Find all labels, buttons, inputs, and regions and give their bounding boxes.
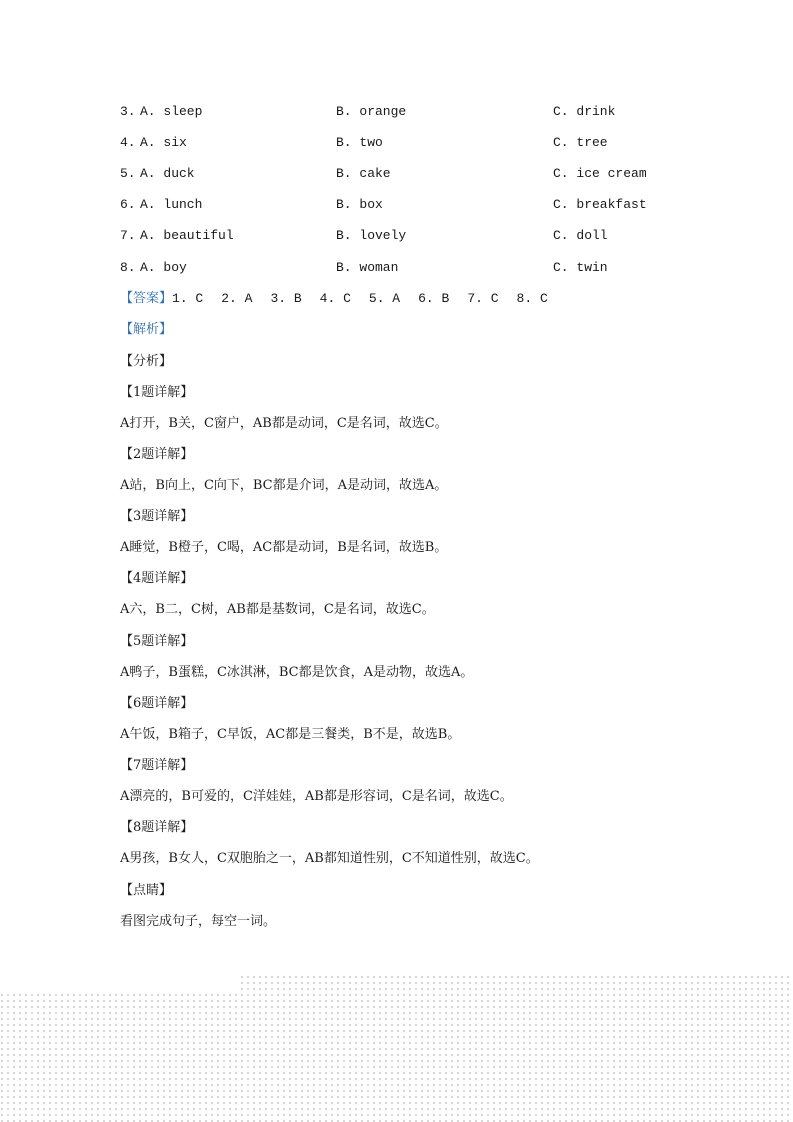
fenxi-heading: 【分析】 [120,354,173,369]
question-row: 8. A. boy B. woman C. twin [120,258,680,278]
detail-text: A男孩，B女人，C双胞胎之一，AB都知道性别，C不知道性别，故选C。 [120,851,539,866]
option-c: C. ice cream [553,166,647,181]
answer-label: 【答案】 [120,291,173,306]
option-b: B. orange [336,104,407,119]
dianjing-heading: 【点睛】 [120,883,173,898]
dotted-footer-decoration [0,975,793,1122]
detail-title: 【7题详解】 [120,758,194,773]
option-c: C. breakfast [553,197,647,212]
detail-text: A六，B二，C树，AB都是基数词，C是名词，故选C。 [120,602,435,617]
option-c: C. doll [553,228,608,243]
option-a: A. sleep [140,104,203,119]
detail-title: 【6题详解】 [120,696,194,711]
detail-title: 【8题详解】 [120,820,194,835]
next-instruction: 看图完成句子，每空一词。 [120,914,277,929]
detail-text: A站，B向上，C向下，BC都是介词，A是动词，故选A。 [120,478,448,493]
option-b: B. box [336,197,383,212]
detail-title: 【5题详解】 [120,634,194,649]
answer-line [120,289,566,309]
detail-text: A鸭子，B蛋糕，C冰淇淋，BC都是饮食，A是动物，故选A。 [120,665,474,680]
question-row: 6. A. lunch B. box C. breakfast [120,195,680,215]
answer-item: 4. C [319,291,351,306]
option-a: A. lunch [140,197,203,212]
detail-title: 【4题详解】 [120,571,194,586]
option-a: A. beautiful [140,228,234,243]
answer-item: 8. C [516,291,548,306]
detail-text: A打开，B关，C窗户，AB都是动词，C是名词，故选C。 [120,416,448,431]
answer-item: 2. A [221,291,253,306]
answer-item: 5. A [368,291,401,306]
detail-text: A午饭，B箱子，C早饭，AC都是三餐类，B不是，故选B。 [120,727,461,742]
detail-title: 【3题详解】 [120,509,194,524]
question-row: 4. A. six B. two C. tree [120,133,680,153]
detail-text: A睡觉，B橙子，C喝，AC都是动词，B是名词，故选B。 [120,540,448,555]
option-b: B. lovely [336,228,407,243]
option-a: A. boy [140,260,187,275]
option-a: A. six [140,135,187,150]
detail-text: A漂亮的，B可爱的，C洋娃娃，AB都是形容词，C是名词，故选C。 [120,789,513,804]
answer-item: 7. C [467,291,499,306]
option-b: B. two [336,135,383,150]
question-row: 5. A. duck B. cake C. ice cream [120,164,680,184]
answer-item: 6. B [418,291,450,306]
option-c: C. twin [553,260,608,275]
answer-item: 3. B [270,291,302,306]
option-c: C. tree [553,135,608,150]
answer-item: 1. C [172,291,204,306]
option-a: A. duck [140,166,195,181]
question-row: 7. A. beautiful B. lovely C. doll [120,226,680,246]
question-row: 3. A. sleep B. orange C. drink [120,102,680,122]
option-b: B. cake [336,166,391,181]
analysis-label: 【解析】 [120,322,173,337]
detail-title: 【1题详解】 [120,385,194,400]
option-b: B. woman [336,260,399,275]
detail-title: 【2题详解】 [120,447,194,462]
option-c: C. drink [553,104,616,119]
